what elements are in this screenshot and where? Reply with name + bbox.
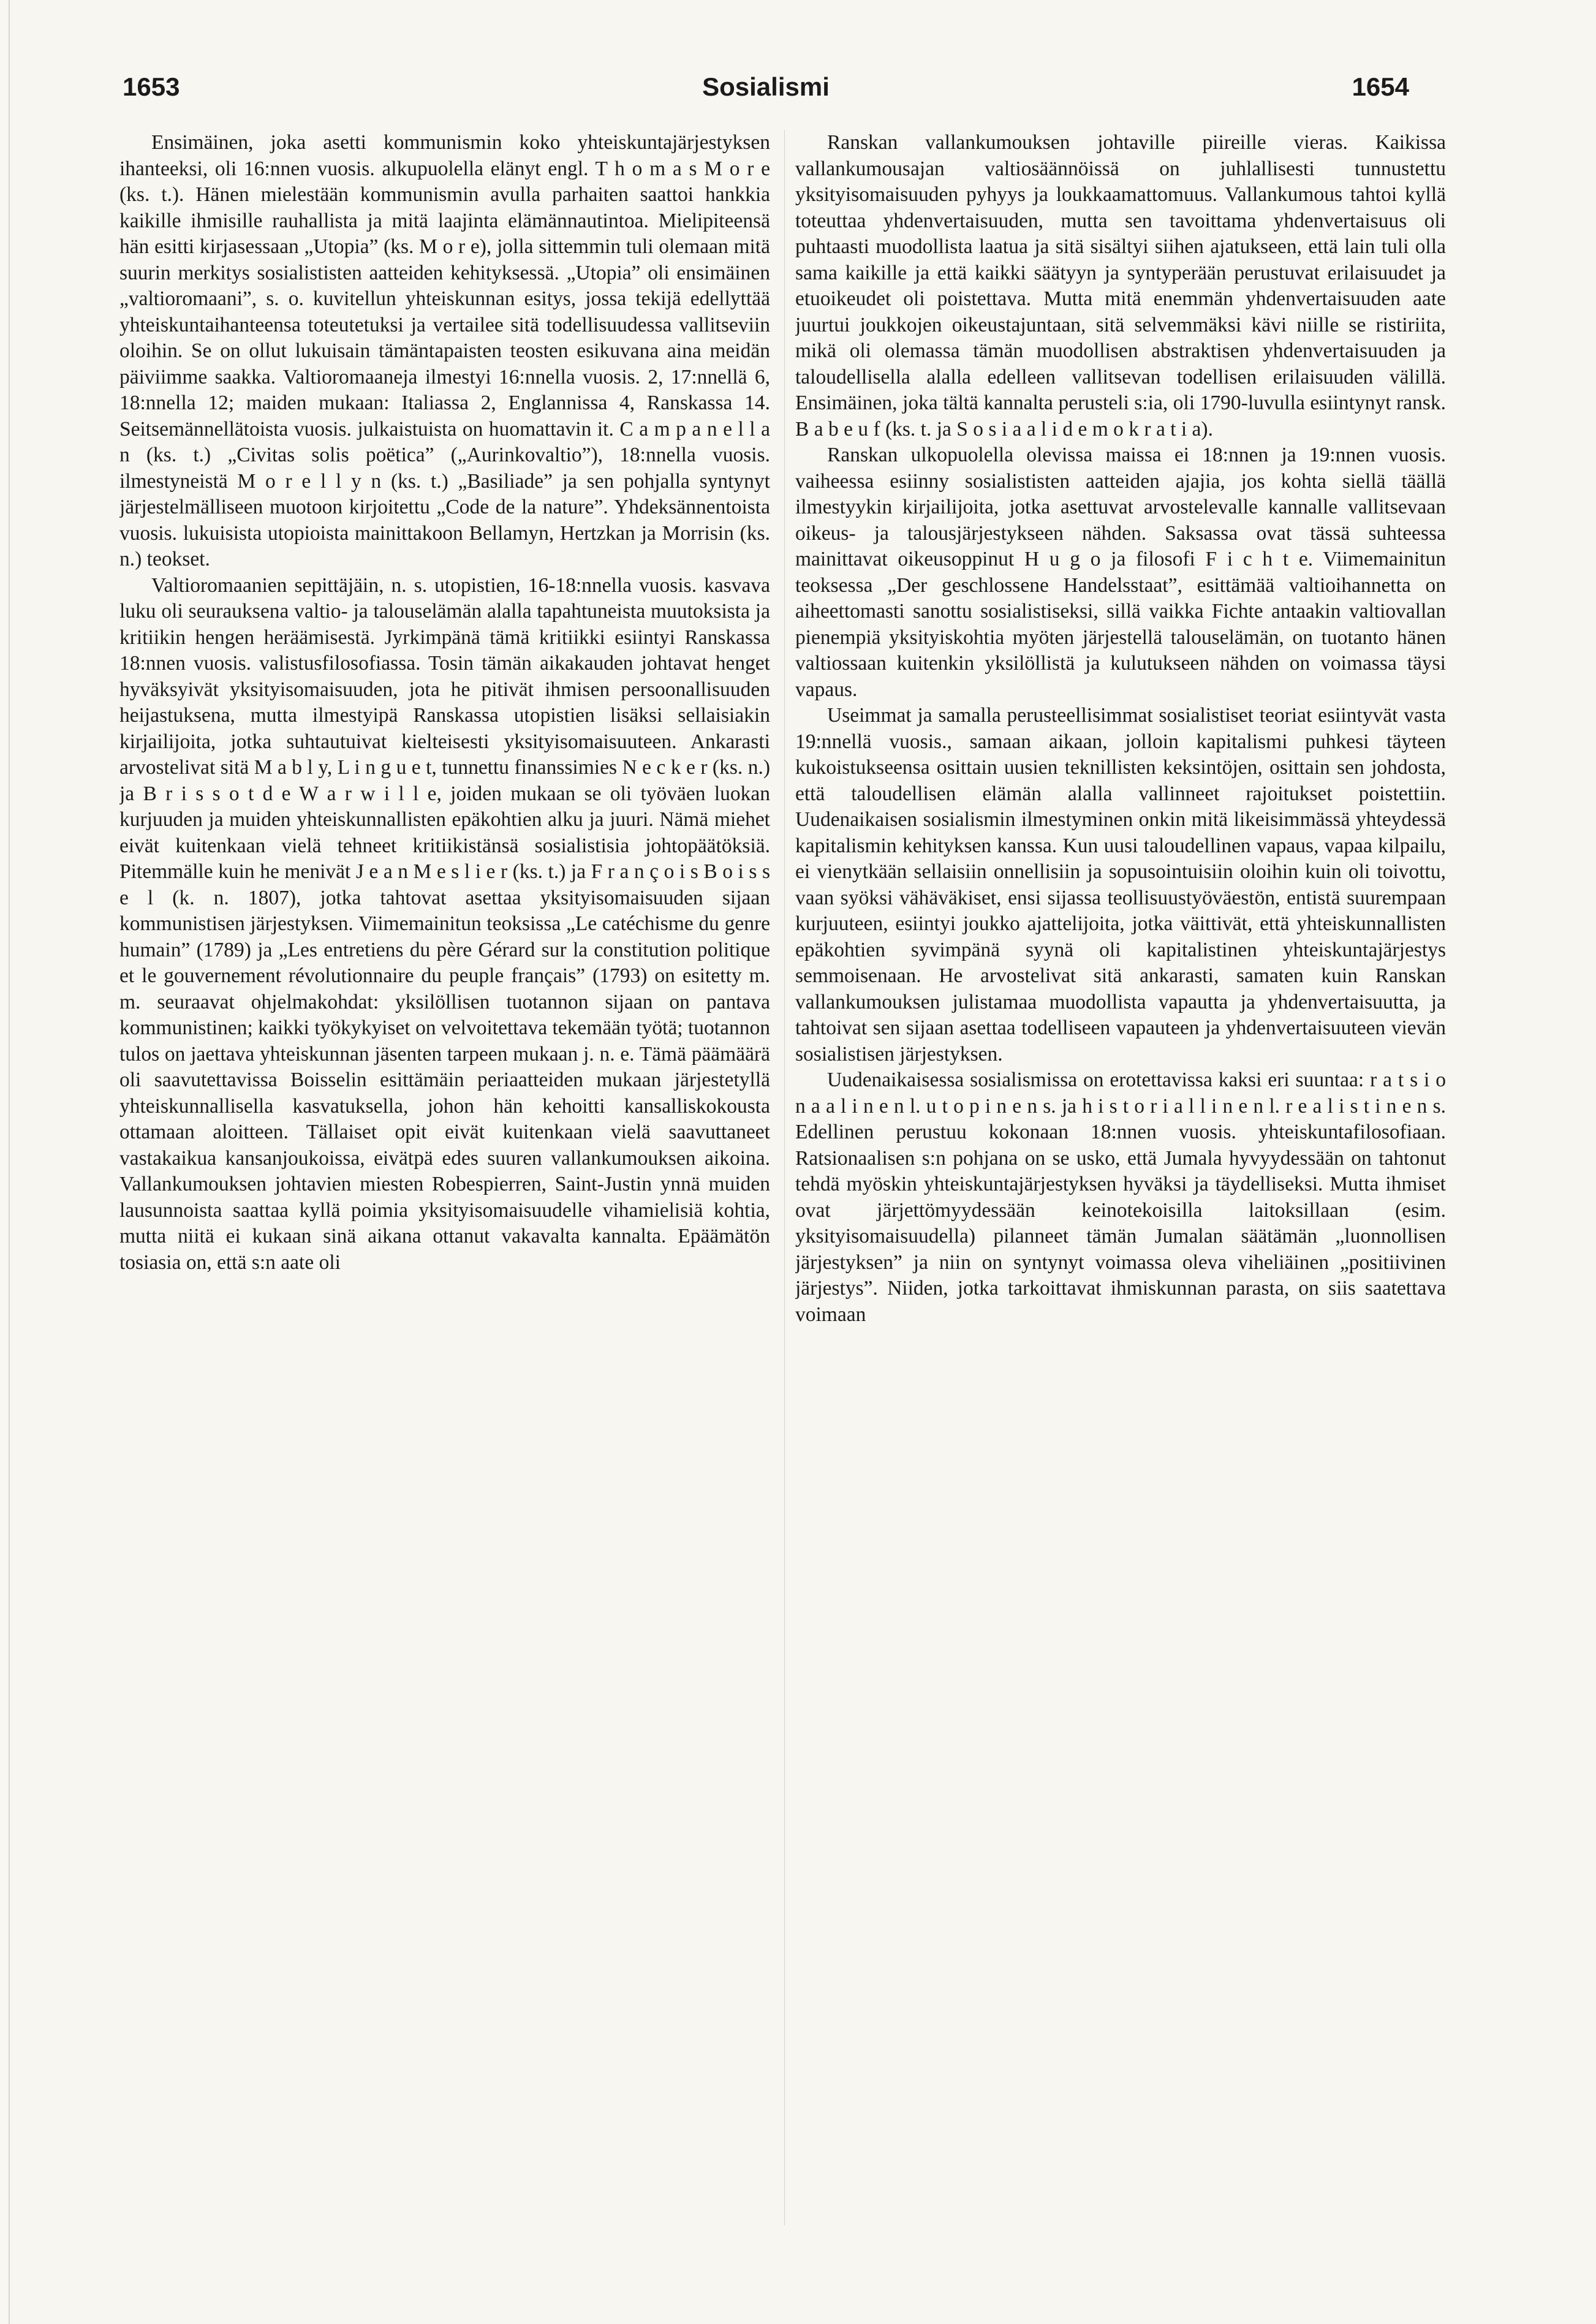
paragraph: Ensimäinen, joka asetti kommunismin koko yhteiskuntajärjestyksen ihanteeksi, oli 16:nnen vuosis. alkupuolella elänyt engl. T h o m a s M o r e (ks. t.). Hänen mielestään kommunismin avulla parhaiten saattoi hankkia kaikille ihmisille rauhallista ja mitä laajinta elämännautintoa. Mielipiteensä hän esitti kirjasessaan „Utopia” (ks. M o r e), jolla sittemmin tuli olemaan mitä suurin merkitys sosialististen aatteiden kehityksessä. „Utopia” oli ensimäinen „valtioromaani”, s. o. kuvitellun yhteiskunnan esitys, jossa tekijä edellyttää yhteiskuntaihanteensa toteutetuksi ja vertailee sitä todellisuudessa vallitseviin oloihin. Se on ollut lukuisain tämäntapaisten teosten esikuvana aina meidän päiviimme saakka. Valtioromaaneja ilmestyi 16:nnella vuosis. 2, 17:nnellä 6, 18:nnella 12; maiden mukaan: Italiassa 2, Englannissa 4, Ranskassa 14. Seitsemännellätoista vuosis. julkaistuista on huomattavin it. C a m p a n e l l a n (ks. t.) „Civitas solis poëtica” („Aurinkovaltio”), 18:nnella vuosis. ilmestyneistä M o r e l l y n (ks. t.) „Basiliade” ja sen pohjalla syntynyt järjestelmälliseen muotoon kirjoitettu „Code de la nature”. Yhdeksännentoista vuosis. lukuisista utopioista mainittakoon Bellamyn, Hertzkan ja Morrisin (ks. n.) teokset. <box>119 131 770 570</box>
page-header <box>123 72 1409 112</box>
right-column <box>795 130 1446 2238</box>
paragraph: Ranskan ulkopuolella olevissa maissa ei 18:nnen ja 19:nnen vuosis. vaiheessa esiinny sosialististen aatteiden ajajia, jos kohta siellä täällä ilmestyykin kirjailijoita, jotka asettuvat arvostelevalle kannalle vallitsevaan oikeus- ja talousjärjestykseen nähden. Saksassa ovat tässä suhteessa mainittavat oikeusoppinut H u g o ja filosofi F i c h t e. Viimemainitun teoksessa „Der geschlossene Handelsstaat”, esittämää valtioihannetta on aiheettomasti sanottu sosialistiseksi, sillä vaikka Fichte antaakin valtiovallan pienempiä yksityiskohtia myöten järjestellä talouselämän, on tuotanto hänen valtiossaan kuitenkin yksilöllistä ja kulutukseen nähden on voimassa täysi vapaus. <box>795 444 1446 701</box>
page-number-left: 1653 <box>123 72 180 101</box>
paragraph: Valtioromaanien sepittäjäin, n. s. utopistien, 16-18:nnella vuosis. kasvava luku oli seurauksena valtio- ja talouselämän alalla tapahtuneista muutoksista ja kritiikin hengen heräämisestä. Jyrkimpänä tämä kritiikki esiintyi Ranskassa 18:nnen vuosis. valistusfilosofiassa. Tosin tämän aikakauden johtavat henget hyväksyivät yksityisomaisuuden, jota he pitivät ihmisen persoonallisuuden heijastuksena, mutta ilmestyipä Ranskassa utopistien lisäksi sellaisiakin kirjailijoita, jotka suhtautuivat kielteisesti yksityisomaisuuteen. Ankarasti arvostelivat sitä M a b l y, L i n g u e t, tunnettu finanssimies N e c k e r (ks. n.) ja B r i s s o t d e W a r w i l l e, joiden mukaan se oli työväen luokan kurjuuden ja muiden yhteiskunnallisten epäkohtien alku ja juuri. Nämä miehet eivät kuitenkaan vielä tehneet kritiikistänsä sosialistisia johtopäätöksiä. Pitemmälle kuin he menivät J e a n M e s l i e r (ks. t.) ja F r a n ç o i s B o i s s e l (k. n. 1807), jotka tahtovat asettaa yksityisomaisuuden sijaan kommunistisen järjestyksen. Viimemainitun teoksissa „Le catéchisme du genre humain” (1789) ja „Les entretiens du père Gérard sur la constitution politique et le gouvernement révolutionnaire du peuple français” (1793) on esitetty m. m. seuraavat ohjelmakohdat: yksilöllisen tuotannon sijaan on pantava kommunistinen; kaikki työkykyiset on velvoitettava tekemään työtä; tuotannon tulos on jaettava yhteiskunnan jäsenten tarpeen mukaan j. n. e. Tämä päämäärä oli saavutettavissa Boisselin esittämäin periaatteiden mukaan järjestetyllä yhteiskunnallisella kasvatuksella, johon hän kehoitti kansalliskokousta ottamaan aloitteen. Tällaiset opit eivät kuitenkaan vielä saavuttaneet vastakaikua kansanjoukoissa, eivätpä edes suuren vallankumouksen aikoina. Vallankumouksen johtavien miesten Robespierren, Saint-Justin ynnä muiden lausunnoista saattaa kyllä poimia yksityisomaisuudelle vihamielisiä kohtia, mutta niitä ei kukaan sinä aikana ottanut vakavalta kannalta. Epäämätön tosiasia on, että s:n aate oli <box>119 573 770 1274</box>
paragraph: Ranskan vallankumouksen johtaville piireille vieras. Kaikissa vallankumousajan valtiosäännöissä on juhlallisesti tunnustettu yksityisomaisuuden pyhyys ja loukkaamattomuus. Vallankumous tahtoi kyllä toteuttaa yhdenvertaisuuden, mutta sen tavoittama yhdenvertaisuus oli puhtaasti muodollista laatua ja sitä sisältyi siihen ajatukseen, että lain tuli olla sama kaikille ja että kaikki säätyyn ja syntyperään perustuvat erilaisuudet ja etuoikeudet oli poistettava. Mutta mitä enemmän yhdenvertaisuuden aate juurtui joukkojen oikeustajuntaan, sitä selvemmäksi kävi niille se ristiriita, mikä oli olemassa tämän muodollisen abstraktisen yhdenvertaisuuden ja taloudellisella alalla edelleen vallitsevan todellisen erilaisuuden välillä. Ensimäinen, joka tältä kannalta perusteli s:ia, oli 1790-luvulla esiintynyt ransk. B a b e u f (ks. t. ja S o s i a a l i d e m o k r a t i a). <box>795 131 1446 441</box>
left-column <box>119 130 770 2238</box>
paragraph: Useimmat ja samalla perusteellisimmat sosialistiset teoriat esiintyvät vasta 19:nnellä vuosis., samaan aikaan, jolloin kapitalismi puhkesi täyteen kukoistukseensa osittain uusien teknillisten keksintöjen, osittain sen johdosta, että taloudellisen elämän alalla vallinneet rajoitukset poistettiin. Uudenaikaisen sosialismin ilmestyminen onkin mitä likeisimmässä yhteydessä kapitalismin kehityksen kanssa. Kun uusi taloudellinen vapaus, vapaa kilpailu, ei vienytkään sellaisiin onnellisiin ja sopusointuisiin oloihin kuin oli toivottu, vaan syöksi vähäväkiset, ensi sijassa teollisuustyöväestön, entistä suurempaan kurjuuteen, esiintyi joukko ajattelijoita, jotka väittivät, että yhteiskunnallisten epäkohtien syvimpänä syynä oli kapitalistinen yhteiskuntajärjestys semmoisenaan. He arvostelivat sitä ankarasti, samaten kuin Ranskan vallankumouksen julistamaa muodollista vapautta ja yhdenvertaisuutta, ja tahtoivat sen sijaan asettaa todelliseen vapauteen ja yhdenvertaisuuteen vievän sosialistisen järjestyksen. <box>795 704 1446 1065</box>
running-title: Sosialismi <box>702 72 830 101</box>
column-divider <box>784 130 785 2225</box>
page-number-right: 1654 <box>1352 72 1409 101</box>
page-edge-shadow <box>9 0 10 2324</box>
paragraph: Uudenaikaisessa sosialismissa on erotettavissa kaksi eri suuntaa: r a t s i o n a a l i n e n l. u t o p i n e n s. ja h i s t o r i a l l i n e n l. r e a l i s t i n e n s. Edellinen perustuu kokonaan 18:nnen vuosis. yhteiskuntafilosofiaan. Ratsionaalisen s:n pohjana on se usko, että Jumala hyvyydessään on tahtonut tehdä myöskin yhteiskuntajärjestyksen hyväksi ja täydelliseksi. Mutta ihmiset ovat järjettömyydessään keinotekoisilla laitoksillaan (esim. yksityisomaisuudella) pilanneet tämän Jumalan säätämän „luonnollisen järjestyksen” ja niin on syntynyt voimassa oleva viheliäinen „positiivinen järjestys”. Niiden, jotka tarkoittavat ihmiskunnan parasta, on siis saatettava voimaan <box>795 1069 1446 1326</box>
